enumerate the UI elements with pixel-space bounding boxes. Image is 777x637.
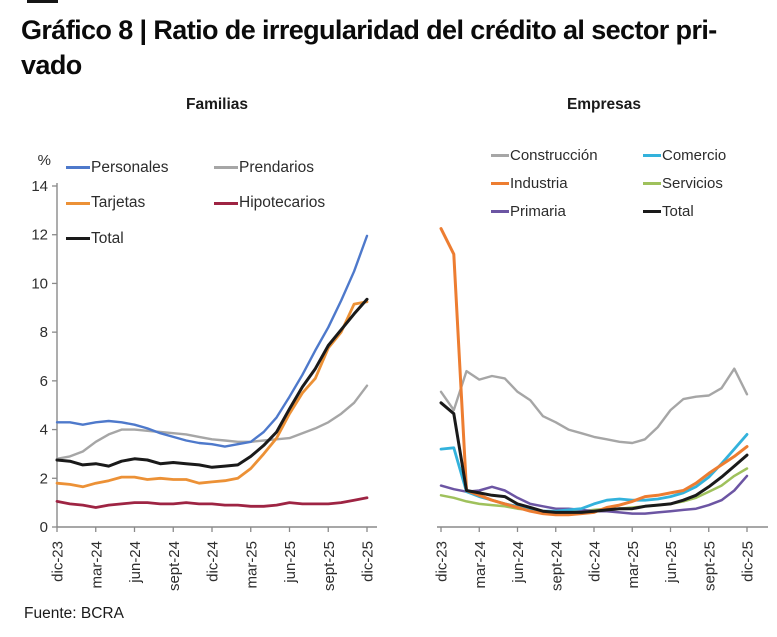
empresas-x-tick-label: mar-24 — [471, 541, 489, 589]
familias-total-line — [57, 299, 367, 467]
tarjetas-label: Tarjetas — [91, 194, 146, 212]
personales-label: Personales — [91, 158, 169, 176]
familias-panel-title: Familias — [185, 96, 249, 113]
familias-y-tick-label: 6 — [39, 372, 48, 390]
familias-y-tick-label: 4 — [39, 421, 48, 439]
legend-item-hipotecarios — [214, 186, 325, 222]
empresas-total-line — [441, 403, 747, 513]
legend-item-total-empresas — [643, 197, 726, 225]
empresas-comercio-line — [441, 434, 747, 511]
familias-y-tick-label: 14 — [31, 178, 48, 195]
familias-x-tick-label: jun-25 — [282, 541, 299, 583]
familias-hipotecarios-line — [57, 498, 367, 508]
familias-legend — [66, 150, 325, 257]
familias-x-tick-label: dic-23 — [49, 541, 67, 582]
empresas-x-tick-label: dic-25 — [739, 541, 757, 582]
primaria-label: Primaria — [510, 202, 566, 220]
empresas-legend — [491, 141, 726, 225]
familias-x-tick-label: dic-25 — [359, 541, 377, 582]
familias-x-tick-label: dic-24 — [204, 541, 222, 582]
familias-personales-line — [57, 236, 367, 447]
hipotecarios-swatch-icon — [214, 202, 238, 205]
empresas-x-tick-label: mar-25 — [624, 541, 642, 589]
legend-item-total-familias — [66, 221, 214, 257]
empresas-construccion-line — [441, 369, 747, 443]
legend-item-servicios — [643, 169, 726, 197]
tarjetas-swatch-icon — [66, 202, 90, 205]
source-note: Fuente: BCRA — [24, 605, 124, 622]
familias-x-tick-label: sept-25 — [320, 541, 338, 592]
total-empresas-swatch-icon — [643, 210, 661, 213]
page-title — [21, 13, 766, 83]
empresas-x-tick-label: sept-25 — [701, 541, 719, 592]
empresas-x-tick-label: jun-25 — [663, 541, 680, 583]
empresas-x-tick-label: sept-24 — [548, 541, 566, 592]
personales-swatch-icon — [66, 166, 90, 169]
legend-item-industria — [491, 169, 643, 197]
familias-tarjetas-line — [57, 302, 367, 487]
familias-y-tick-label: 10 — [31, 275, 48, 293]
construccion-label: Construcción — [510, 146, 598, 164]
legend-item-personales — [66, 150, 214, 186]
empresas-servicios-line — [441, 469, 747, 513]
legend-item-primaria — [491, 197, 643, 225]
top-crop-artifact — [27, 0, 58, 3]
familias-x-tick-label: mar-24 — [88, 541, 106, 589]
total-familias-label: Total — [91, 229, 124, 247]
legend-item-prendarios — [214, 150, 325, 186]
familias-y-tick-label: 12 — [31, 226, 48, 244]
empresas-panel-title: Empresas — [566, 96, 642, 113]
page-title-line1: Gráfico 8 | Ratio de irregularidad del crédito al sector pri- — [21, 15, 717, 45]
familias-prendarios-line — [57, 386, 367, 459]
industria-label: Industria — [510, 174, 568, 192]
familias-y-tick-label: 2 — [39, 470, 48, 488]
construccion-swatch-icon — [491, 154, 509, 157]
total-empresas-label: Total — [662, 202, 694, 220]
page-title-line2: vado — [21, 50, 82, 80]
empresas-x-tick-label: jun-24 — [510, 541, 527, 583]
prendarios-swatch-icon — [214, 166, 238, 169]
total-familias-swatch-icon — [66, 237, 90, 240]
familias-x-tick-label: jun-24 — [127, 541, 144, 583]
empresas-x-tick-label: dic-24 — [586, 541, 604, 582]
industria-swatch-icon — [491, 182, 509, 185]
hipotecarios-label: Hipotecarios — [239, 194, 326, 212]
familias-x-tick-label: mar-25 — [243, 541, 261, 589]
empresas-x-tick-label: dic-23 — [433, 541, 451, 582]
empresas-primaria-line — [441, 476, 747, 514]
comercio-swatch-icon — [643, 154, 661, 157]
servicios-label: Servicios — [662, 174, 723, 192]
empresas-industria-line — [441, 229, 747, 515]
primaria-swatch-icon — [491, 210, 509, 213]
legend-item-tarjetas — [66, 186, 214, 222]
servicios-swatch-icon — [643, 182, 661, 185]
legend-item-comercio — [643, 141, 726, 169]
familias-x-tick-label: sept-24 — [165, 541, 183, 592]
familias-y-tick-label: 0 — [39, 519, 48, 536]
familias-y-axis-unit-label: % — [37, 152, 51, 169]
prendarios-label: Prendarios — [239, 158, 314, 176]
legend-item-construccion — [491, 141, 643, 169]
familias-y-tick-label: 8 — [39, 324, 48, 342]
comercio-label: Comercio — [662, 146, 727, 164]
